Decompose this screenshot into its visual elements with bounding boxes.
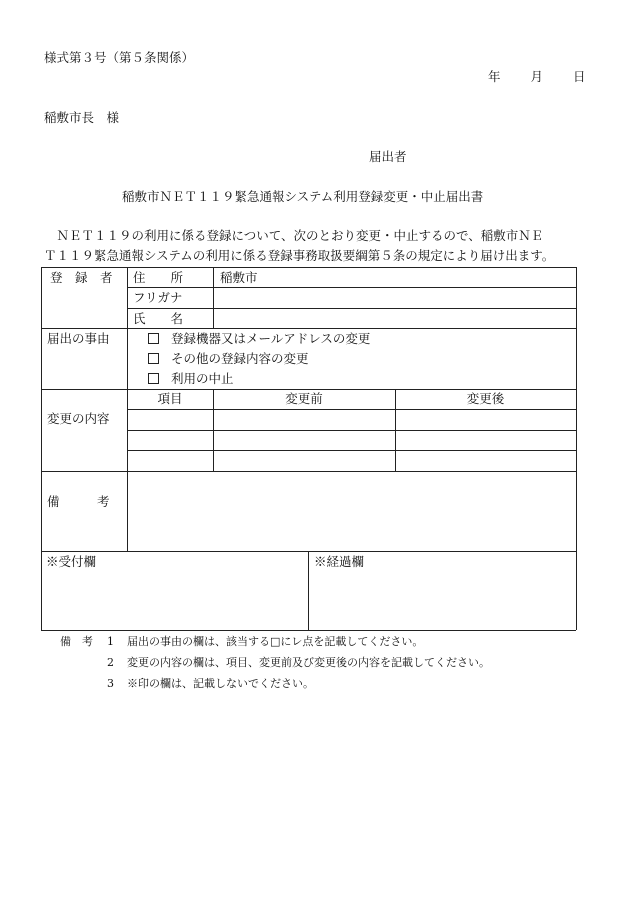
changes-row-line-3 (127, 450, 576, 451)
note-number: 2 (107, 656, 114, 669)
addressee: 稲敷市長 様 (44, 110, 120, 125)
changes-row-line-1 (127, 409, 576, 410)
name-field[interactable] (220, 311, 570, 327)
reason-option-1-label: 登録機器又はメールアドレスの変更 (171, 331, 371, 346)
form-number: 様式第３号（第５条関係） (44, 50, 195, 65)
table-border-right (576, 267, 577, 630)
changes-label: 変更の内容 (47, 411, 110, 426)
changes-header-before: 変更前 (285, 391, 323, 406)
registrant-label: 登 録 者 (50, 270, 113, 285)
reason-section-bottom (41, 389, 576, 390)
checkbox-icon[interactable] (148, 373, 159, 384)
table-border-top (41, 267, 576, 268)
note-text: 届出の事由の欄は、該当する□にレ点を記載してください。 (127, 635, 424, 648)
remarks-label: 備 考 (47, 494, 110, 509)
table-border-left (41, 267, 42, 630)
address-label: 住 所 (133, 270, 184, 285)
checkbox-icon[interactable] (148, 333, 159, 344)
changes-row-line-2 (127, 430, 576, 431)
intro-line-1: ＮＥＴ１１９の利用に係る登録について、次のとおり変更・中止するので、稲敷市ＮＥ (44, 228, 544, 243)
intro-line-2: Ｔ１１９緊急通報システムの利用に係る登録事務取扱要綱第５条の規定により届け出ます。 (44, 248, 555, 263)
reception-label: ※受付欄 (46, 554, 97, 569)
note-number: 1 (107, 635, 114, 648)
date-day: 日 (573, 69, 586, 84)
table-border-bottom (41, 630, 576, 631)
changes-section-bottom (41, 471, 576, 472)
date-line (488, 69, 586, 85)
notes-label: 備 考 (60, 635, 93, 648)
note-text: ※印の欄は、記載しないでください。 (127, 677, 314, 690)
furigana-label: フリガナ (133, 290, 183, 305)
date-year: 年 (488, 69, 501, 84)
registrant-row-line-2 (127, 308, 576, 309)
note-number: 3 (107, 677, 114, 690)
checkbox-icon[interactable] (148, 353, 159, 364)
reason-label: 届出の事由 (47, 331, 110, 346)
name-label: 氏 名 (133, 311, 184, 326)
reason-option-3-label: 利用の中止 (171, 371, 234, 386)
address-field[interactable]: 稲敷市 (220, 270, 258, 285)
submitter-label: 届出者 (369, 149, 407, 164)
progress-label: ※経過欄 (314, 554, 365, 569)
registrant-row-line-1 (127, 287, 576, 288)
date-month: 月 (530, 69, 544, 84)
intro-paragraph (44, 226, 584, 266)
note-text: 変更の内容の欄は、項目、変更前及び変更後の内容を記載してください。 (127, 656, 490, 669)
reason-option-1[interactable] (148, 331, 370, 347)
registrant-section-bottom (41, 328, 576, 329)
changes-header-after: 変更後 (466, 391, 505, 406)
registrant-value-divider (213, 267, 214, 328)
document-title: 稲敷市ＮＥＴ１１９緊急通報システム利用登録変更・中止届出書 (122, 189, 484, 204)
reception-progress-divider (308, 551, 309, 630)
furigana-field[interactable] (220, 290, 570, 306)
reason-option-3[interactable] (148, 371, 234, 387)
reason-option-2-label: その他の登録内容の変更 (171, 351, 309, 366)
changes-header-item: 項目 (157, 391, 183, 406)
reason-option-2[interactable] (148, 351, 309, 367)
